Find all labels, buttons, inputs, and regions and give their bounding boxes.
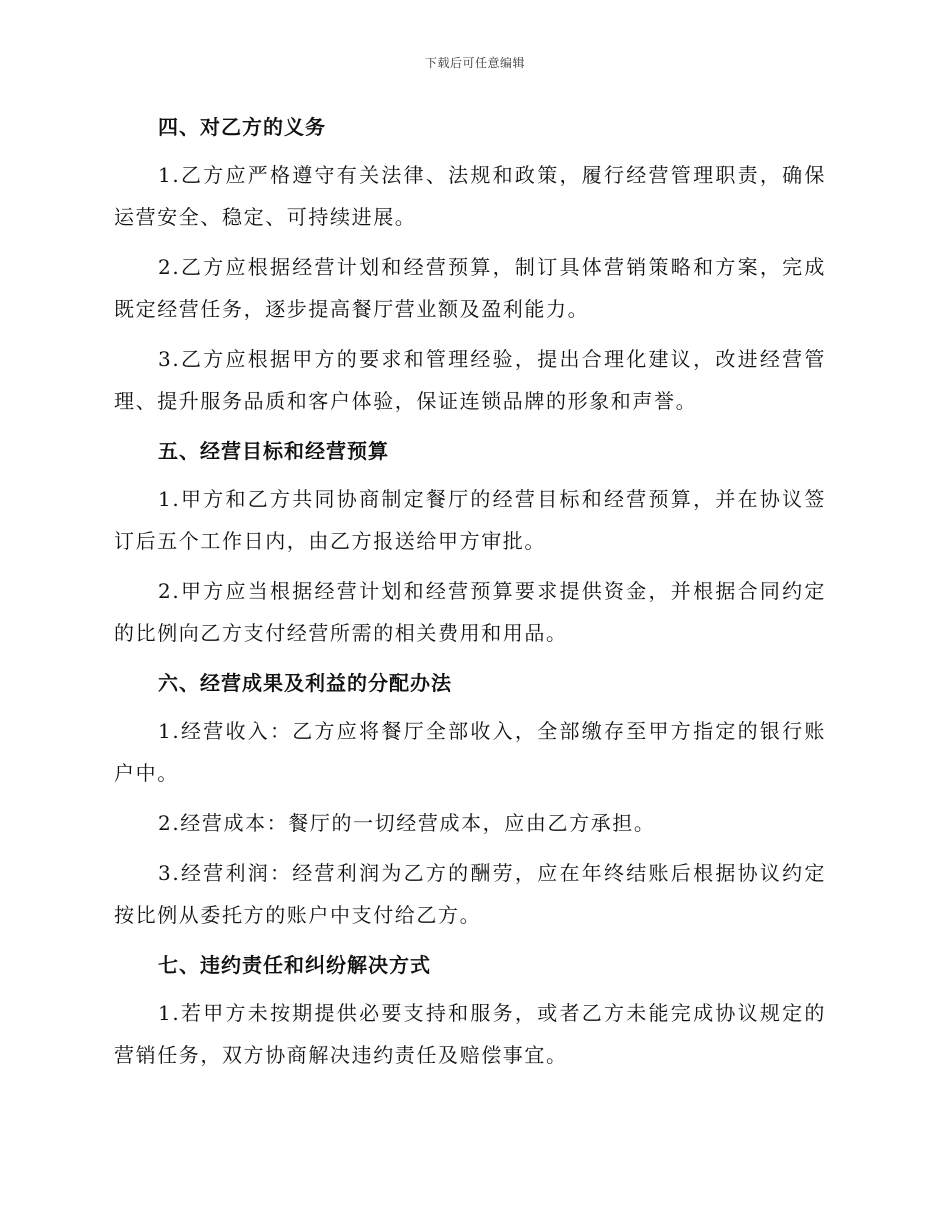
paragraph: 3.经营利润：经营利润为乙方的酬劳，应在年终结账后根据协议约定按比例从委托方的账户中支付给乙方。 bbox=[114, 861, 826, 927]
paragraph: 2.经营成本：餐厅的一切经营成本，应由乙方承担。 bbox=[158, 811, 656, 835]
section-title-6: 六、经营成果及利益的分配办法 bbox=[158, 671, 452, 695]
section-title-4: 四、对乙方的义务 bbox=[158, 115, 326, 139]
paragraph: 1.乙方应严格遵守有关法律、法规和政策，履行经营管理职责，确保运营安全、稳定、可持续进展。 bbox=[114, 163, 826, 229]
page-header: 下载后可任意编辑 bbox=[424, 56, 525, 70]
paragraph: 2.乙方应根据经营计划和经营预算，制订具体营销策略和方案，完成既定经营任务，逐步提高餐厅营业额及盈利能力。 bbox=[114, 255, 826, 321]
paragraph: 1.若甲方未按期提供必要支持和服务，或者乙方未能完成协议规定的营销任务，双方协商解决违约责任及赔偿事宜。 bbox=[114, 1001, 826, 1067]
document-body bbox=[114, 110, 826, 1076]
paragraph: 2.甲方应当根据经营计划和经营预算要求提供资金，并根据合同约定的比例向乙方支付经营所需的相关费用和用品。 bbox=[114, 579, 826, 645]
section-title-5: 五、经营目标和经营预算 bbox=[158, 439, 389, 463]
section-title-7: 七、违约责任和纠纷解决方式 bbox=[158, 953, 431, 977]
paragraph: 1.甲方和乙方共同协商制定餐厅的经营目标和经营预算，并在协议签订后五个工作日内，由乙方报送给甲方审批。 bbox=[114, 487, 826, 553]
paragraph: 1.经营收入：乙方应将餐厅全部收入，全部缴存至甲方指定的银行账户中。 bbox=[114, 719, 826, 785]
paragraph: 3.乙方应根据甲方的要求和管理经验，提出合理化建议，改进经营管理、提升服务品质和客户体验，保证连锁品牌的形象和声誉。 bbox=[114, 347, 826, 413]
